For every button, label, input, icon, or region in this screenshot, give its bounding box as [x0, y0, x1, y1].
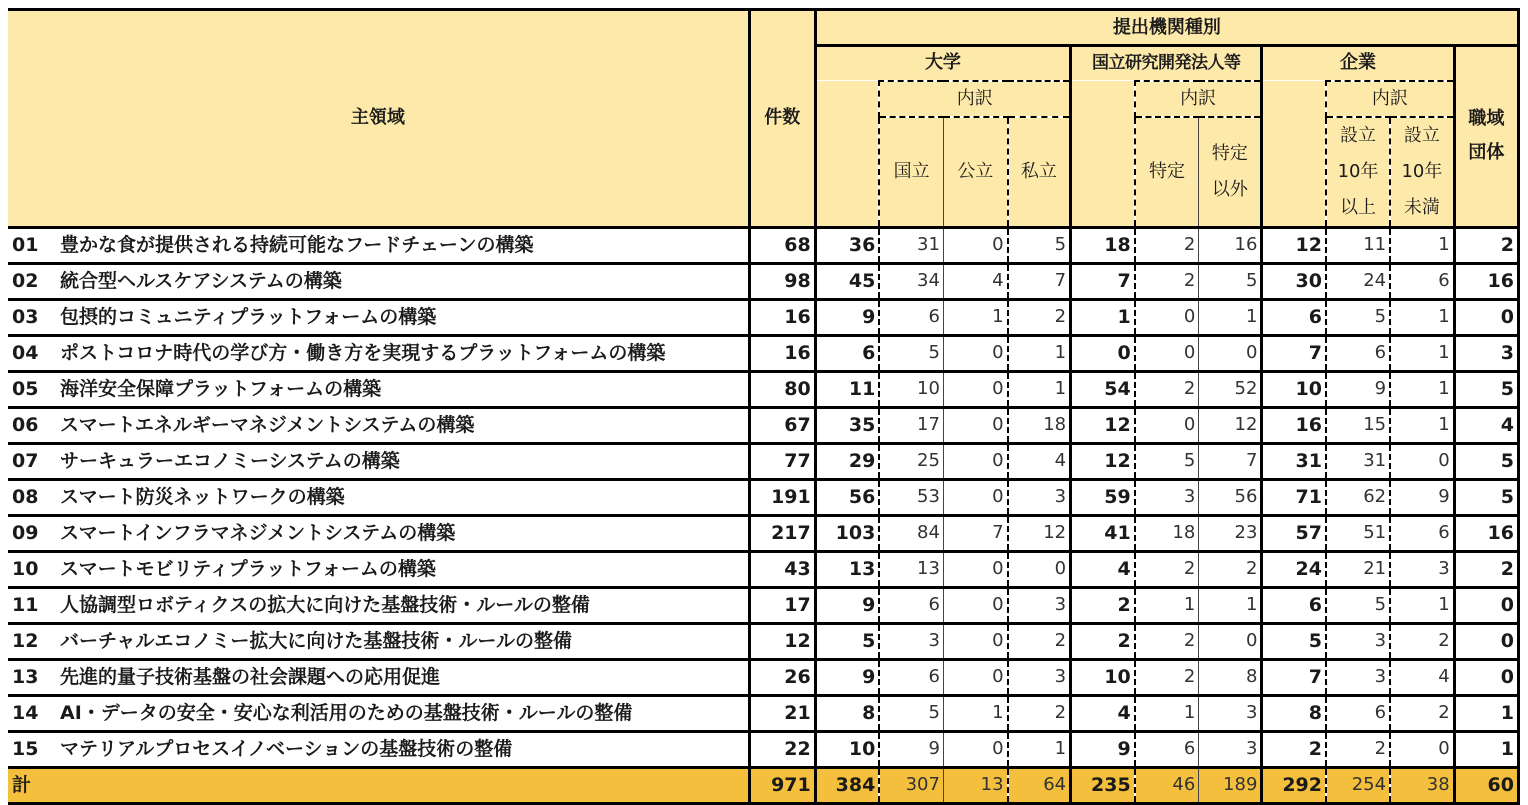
- total-cell-company[interactable]: 292: [1262, 767, 1326, 803]
- cell-univ-private[interactable]: 18: [1008, 407, 1071, 443]
- cell-univ-private[interactable]: 3: [1008, 659, 1071, 695]
- submission-table: [8, 8, 1520, 805]
- total-cell-rd-other[interactable]: 189: [1199, 767, 1262, 803]
- cell-rd-specified[interactable]: 2: [1135, 263, 1199, 299]
- domain-title: スマート防災ネットワークの構築: [60, 485, 345, 508]
- header-university-total: [815, 81, 879, 228]
- cell-national-rd[interactable]: 4: [1071, 695, 1135, 731]
- cell-univ-private[interactable]: 2: [1008, 623, 1071, 659]
- total-cell-univ-private[interactable]: 64: [1008, 767, 1071, 803]
- cell-comp-under10[interactable]: 0: [1390, 731, 1454, 767]
- cell-professional-org[interactable]: 0: [1454, 299, 1518, 335]
- cell-univ-public[interactable]: 0: [943, 659, 1007, 695]
- cell-univ-public[interactable]: 4: [943, 263, 1007, 299]
- cell-professional-org[interactable]: 1: [1454, 695, 1518, 731]
- cell-rd-specified[interactable]: 0: [1135, 407, 1199, 443]
- cell-company[interactable]: 24: [1262, 551, 1326, 587]
- domain-title: スマートエネルギーマネジメントシステムの構築: [60, 413, 475, 436]
- header-public: 公立: [943, 117, 1007, 228]
- cell-domain-name[interactable]: [8, 263, 749, 299]
- domain-title: サーキュラーエコノミーシステムの構築: [60, 449, 400, 472]
- cell-comp-10plus[interactable]: 62: [1326, 479, 1390, 515]
- cell-university[interactable]: 9: [815, 299, 879, 335]
- cell-comp-10plus[interactable]: 5: [1326, 587, 1390, 623]
- table-row: [8, 551, 1519, 587]
- cell-comp-under10[interactable]: 1: [1390, 371, 1454, 407]
- cell-company[interactable]: 7: [1262, 659, 1326, 695]
- domain-number: 14: [12, 701, 39, 724]
- header-rd-total: [1071, 81, 1135, 228]
- cell-university[interactable]: 35: [815, 407, 879, 443]
- header-company-total: [1262, 81, 1326, 228]
- cell-domain-name[interactable]: [8, 731, 749, 767]
- domain-title: ポストコロナ時代の学び方・働き方を実現するプラットフォームの構築: [60, 341, 666, 364]
- table-row: [8, 263, 1519, 299]
- cell-domain-name[interactable]: [8, 695, 749, 731]
- cell-univ-private[interactable]: 3: [1008, 587, 1071, 623]
- table-row: [8, 623, 1519, 659]
- cell-university[interactable]: 56: [815, 479, 879, 515]
- cell-comp-under10[interactable]: 0: [1390, 443, 1454, 479]
- domain-title: マテリアルプロセスイノベーションの基盤技術の整備: [60, 737, 513, 760]
- total-cell-count[interactable]: 971: [749, 767, 815, 803]
- table-row: [8, 515, 1519, 551]
- cell-rd-other[interactable]: 0: [1199, 335, 1262, 371]
- cell-univ-national[interactable]: 6: [879, 299, 943, 335]
- cell-univ-public[interactable]: 0: [943, 587, 1007, 623]
- cell-comp-under10[interactable]: 1: [1390, 407, 1454, 443]
- cell-domain-name[interactable]: [8, 443, 749, 479]
- cell-univ-national[interactable]: 17: [879, 407, 943, 443]
- domain-number: 05: [12, 377, 39, 400]
- cell-comp-10plus[interactable]: 15: [1326, 407, 1390, 443]
- table-row: [8, 335, 1519, 371]
- cell-national-rd[interactable]: 9: [1071, 731, 1135, 767]
- cell-rd-other[interactable]: 3: [1199, 695, 1262, 731]
- header-university-breakdown: 内訳: [879, 81, 1070, 117]
- cell-comp-10plus[interactable]: 21: [1326, 551, 1390, 587]
- total-cell-rd-specified[interactable]: 46: [1135, 767, 1199, 803]
- cell-domain-name[interactable]: [8, 659, 749, 695]
- header-national-rd: 国立研究開発法人等: [1071, 46, 1262, 81]
- cell-count[interactable]: 16: [749, 335, 815, 371]
- domain-title: バーチャルエコノミー拡大に向けた基盤技術・ルールの整備: [60, 629, 573, 652]
- header-submission-type: 提出機関種別: [815, 10, 1518, 46]
- table-row: [8, 587, 1519, 623]
- cell-university[interactable]: 5: [815, 623, 879, 659]
- cell-univ-private[interactable]: 2: [1008, 299, 1071, 335]
- table-row: [8, 695, 1519, 731]
- domain-number: 10: [12, 557, 39, 580]
- domain-title: スマートインフラマネジメントシステムの構築: [60, 521, 456, 544]
- cell-comp-under10[interactable]: 2: [1390, 695, 1454, 731]
- cell-company[interactable]: 71: [1262, 479, 1326, 515]
- domain-title: 人協調型ロボティクスの拡大に向けた基盤技術・ルールの整備: [60, 593, 590, 616]
- cell-professional-org[interactable]: 4: [1454, 407, 1518, 443]
- cell-rd-other[interactable]: 52: [1199, 371, 1262, 407]
- cell-univ-private[interactable]: 12: [1008, 515, 1071, 551]
- cell-domain-name[interactable]: [8, 407, 749, 443]
- cell-domain-name[interactable]: [8, 623, 749, 659]
- cell-univ-national[interactable]: 6: [879, 587, 943, 623]
- total-cell-national-rd[interactable]: 235: [1071, 767, 1135, 803]
- cell-univ-private[interactable]: 7: [1008, 263, 1071, 299]
- cell-univ-private[interactable]: 3: [1008, 479, 1071, 515]
- table-row: [8, 731, 1519, 767]
- domain-number: 12: [12, 629, 39, 652]
- cell-company[interactable]: 16: [1262, 407, 1326, 443]
- cell-count[interactable]: 80: [749, 371, 815, 407]
- cell-comp-10plus[interactable]: 5: [1326, 299, 1390, 335]
- cell-univ-public[interactable]: 1: [943, 695, 1007, 731]
- cell-rd-specified[interactable]: 2: [1135, 551, 1199, 587]
- cell-rd-specified[interactable]: 6: [1135, 731, 1199, 767]
- cell-company[interactable]: 57: [1262, 515, 1326, 551]
- cell-univ-national[interactable]: 13: [879, 551, 943, 587]
- cell-rd-specified[interactable]: 18: [1135, 515, 1199, 551]
- cell-national-rd[interactable]: 7: [1071, 263, 1135, 299]
- cell-rd-other[interactable]: 12: [1199, 407, 1262, 443]
- cell-count[interactable]: 217: [749, 515, 815, 551]
- cell-domain-name[interactable]: [8, 335, 749, 371]
- cell-company[interactable]: 5: [1262, 623, 1326, 659]
- cell-comp-under10[interactable]: 6: [1390, 515, 1454, 551]
- header-main-domain: 主領域: [8, 10, 749, 228]
- cell-rd-specified[interactable]: 3: [1135, 479, 1199, 515]
- cell-professional-org[interactable]: 1: [1454, 731, 1518, 767]
- cell-comp-10plus[interactable]: 51: [1326, 515, 1390, 551]
- cell-rd-specified[interactable]: 5: [1135, 443, 1199, 479]
- cell-comp-10plus[interactable]: 9: [1326, 371, 1390, 407]
- cell-univ-national[interactable]: 10: [879, 371, 943, 407]
- header-company: 企業: [1262, 46, 1454, 81]
- cell-univ-private[interactable]: 0: [1008, 551, 1071, 587]
- header-est-under-10: 設立 10年 未満: [1390, 117, 1454, 228]
- cell-rd-other[interactable]: 16: [1199, 227, 1262, 263]
- cell-university[interactable]: 29: [815, 443, 879, 479]
- cell-national-rd[interactable]: 12: [1071, 443, 1135, 479]
- cell-domain-name[interactable]: [8, 587, 749, 623]
- cell-univ-national[interactable]: 9: [879, 731, 943, 767]
- cell-professional-org[interactable]: 5: [1454, 371, 1518, 407]
- header-company-breakdown: 内訳: [1326, 81, 1454, 117]
- cell-univ-private[interactable]: 4: [1008, 443, 1071, 479]
- domain-number: 11: [12, 593, 39, 616]
- cell-comp-10plus[interactable]: 6: [1326, 695, 1390, 731]
- cell-comp-under10[interactable]: 2: [1390, 623, 1454, 659]
- cell-national-rd[interactable]: 2: [1071, 587, 1135, 623]
- cell-company[interactable]: 7: [1262, 335, 1326, 371]
- cell-univ-public[interactable]: 0: [943, 479, 1007, 515]
- cell-univ-national[interactable]: 3: [879, 623, 943, 659]
- cell-count[interactable]: 12: [749, 623, 815, 659]
- cell-rd-other[interactable]: 2: [1199, 551, 1262, 587]
- cell-univ-public[interactable]: 0: [943, 443, 1007, 479]
- cell-national-rd[interactable]: 10: [1071, 659, 1135, 695]
- header-est-10-plus: 設立 10年 以上: [1326, 117, 1390, 228]
- cell-university[interactable]: 36: [815, 227, 879, 263]
- cell-national-rd[interactable]: 12: [1071, 407, 1135, 443]
- table-row: [8, 659, 1519, 695]
- cell-comp-10plus[interactable]: 24: [1326, 263, 1390, 299]
- cell-rd-other[interactable]: 8: [1199, 659, 1262, 695]
- cell-company[interactable]: 31: [1262, 443, 1326, 479]
- cell-univ-national[interactable]: 84: [879, 515, 943, 551]
- domain-title: 包摂的コミュニティプラットフォームの構築: [60, 305, 437, 328]
- domain-number: 07: [12, 449, 39, 472]
- cell-count[interactable]: 21: [749, 695, 815, 731]
- cell-rd-specified[interactable]: 1: [1135, 587, 1199, 623]
- cell-rd-other[interactable]: 1: [1199, 587, 1262, 623]
- cell-univ-national[interactable]: 5: [879, 335, 943, 371]
- cell-university[interactable]: 9: [815, 659, 879, 695]
- cell-rd-other[interactable]: 5: [1199, 263, 1262, 299]
- cell-rd-other[interactable]: 0: [1199, 623, 1262, 659]
- cell-count[interactable]: 191: [749, 479, 815, 515]
- cell-rd-specified[interactable]: 0: [1135, 299, 1199, 335]
- table-row: [8, 299, 1519, 335]
- cell-national-rd[interactable]: 0: [1071, 335, 1135, 371]
- cell-rd-other[interactable]: 1: [1199, 299, 1262, 335]
- cell-university[interactable]: 45: [815, 263, 879, 299]
- cell-univ-public[interactable]: 7: [943, 515, 1007, 551]
- cell-university[interactable]: 10: [815, 731, 879, 767]
- header-count: 件数: [749, 10, 815, 228]
- cell-company[interactable]: 6: [1262, 587, 1326, 623]
- cell-professional-org[interactable]: 0: [1454, 587, 1518, 623]
- total-cell-comp-under10[interactable]: 38: [1390, 767, 1454, 803]
- cell-rd-specified[interactable]: 1: [1135, 695, 1199, 731]
- cell-company[interactable]: 8: [1262, 695, 1326, 731]
- total-cell-univ-national[interactable]: 307: [879, 767, 943, 803]
- domain-title: 海洋安全保障プラットフォームの構築: [60, 377, 382, 400]
- domain-number: 08: [12, 485, 39, 508]
- domain-title: 統合型ヘルスケアシステムの構築: [60, 269, 342, 292]
- cell-univ-private[interactable]: 1: [1008, 731, 1071, 767]
- cell-professional-org[interactable]: 5: [1454, 479, 1518, 515]
- cell-comp-10plus[interactable]: 6: [1326, 335, 1390, 371]
- cell-university[interactable]: 8: [815, 695, 879, 731]
- cell-rd-specified[interactable]: 2: [1135, 227, 1199, 263]
- cell-domain-name[interactable]: [8, 371, 749, 407]
- cell-domain-name[interactable]: [8, 551, 749, 587]
- header-specified: 特定: [1135, 117, 1199, 228]
- cell-count[interactable]: 26: [749, 659, 815, 695]
- cell-national-rd[interactable]: 1: [1071, 299, 1135, 335]
- cell-company[interactable]: 6: [1262, 299, 1326, 335]
- cell-univ-public[interactable]: 0: [943, 551, 1007, 587]
- cell-univ-national[interactable]: 53: [879, 479, 943, 515]
- cell-rd-specified[interactable]: 2: [1135, 371, 1199, 407]
- cell-rd-other[interactable]: 56: [1199, 479, 1262, 515]
- cell-comp-under10[interactable]: 3: [1390, 551, 1454, 587]
- cell-domain-name[interactable]: [8, 227, 749, 263]
- cell-company[interactable]: 2: [1262, 731, 1326, 767]
- cell-comp-under10[interactable]: 1: [1390, 299, 1454, 335]
- cell-professional-org[interactable]: 16: [1454, 515, 1518, 551]
- cell-national-rd[interactable]: 18: [1071, 227, 1135, 263]
- header-rd-breakdown: 内訳: [1135, 81, 1262, 117]
- cell-univ-public[interactable]: 0: [943, 227, 1007, 263]
- domain-number: 15: [12, 737, 39, 760]
- cell-univ-public[interactable]: 0: [943, 371, 1007, 407]
- cell-univ-private[interactable]: 1: [1008, 335, 1071, 371]
- cell-comp-under10[interactable]: 4: [1390, 659, 1454, 695]
- table-row: [8, 479, 1519, 515]
- cell-professional-org[interactable]: 16: [1454, 263, 1518, 299]
- cell-univ-national[interactable]: 6: [879, 659, 943, 695]
- cell-univ-national[interactable]: 25: [879, 443, 943, 479]
- cell-count[interactable]: 17: [749, 587, 815, 623]
- cell-professional-org[interactable]: 5: [1454, 443, 1518, 479]
- cell-comp-under10[interactable]: 1: [1390, 335, 1454, 371]
- cell-national-rd[interactable]: 41: [1071, 515, 1135, 551]
- cell-rd-specified[interactable]: 2: [1135, 623, 1199, 659]
- domain-title: スマートモビリティプラットフォームの構築: [60, 557, 436, 580]
- cell-rd-specified[interactable]: 2: [1135, 659, 1199, 695]
- cell-count[interactable]: 67: [749, 407, 815, 443]
- total-row: [8, 767, 1519, 803]
- cell-professional-org[interactable]: 3: [1454, 335, 1518, 371]
- cell-domain-name[interactable]: [8, 479, 749, 515]
- cell-professional-org[interactable]: 2: [1454, 227, 1518, 263]
- total-cell-comp-10plus[interactable]: 254: [1326, 767, 1390, 803]
- cell-univ-public[interactable]: 0: [943, 623, 1007, 659]
- cell-national-rd[interactable]: 54: [1071, 371, 1135, 407]
- header-professional-org: 職域 団体: [1454, 46, 1518, 228]
- header-university: 大学: [815, 46, 1070, 81]
- cell-university[interactable]: 9: [815, 587, 879, 623]
- domain-title: 豊かな食が提供される持続可能なフードチェーンの構築: [60, 233, 534, 256]
- header-other-than-specified: 特定 以外: [1199, 117, 1262, 228]
- cell-univ-public[interactable]: 0: [943, 407, 1007, 443]
- cell-univ-national[interactable]: 5: [879, 695, 943, 731]
- cell-professional-org[interactable]: 2: [1454, 551, 1518, 587]
- cell-univ-private[interactable]: 5: [1008, 227, 1071, 263]
- total-label[interactable]: 計: [8, 767, 749, 803]
- cell-professional-org[interactable]: 0: [1454, 659, 1518, 695]
- cell-comp-10plus[interactable]: 3: [1326, 623, 1390, 659]
- cell-comp-under10[interactable]: 1: [1390, 227, 1454, 263]
- header-national: 国立: [879, 117, 943, 228]
- table-body: [8, 227, 1519, 803]
- cell-domain-name[interactable]: [8, 515, 749, 551]
- cell-rd-other[interactable]: 23: [1199, 515, 1262, 551]
- cell-univ-private[interactable]: 1: [1008, 371, 1071, 407]
- header-private: 私立: [1008, 117, 1071, 228]
- cell-count[interactable]: 68: [749, 227, 815, 263]
- cell-count[interactable]: 16: [749, 299, 815, 335]
- cell-count[interactable]: 98: [749, 263, 815, 299]
- cell-univ-national[interactable]: 31: [879, 227, 943, 263]
- table-row: [8, 443, 1519, 479]
- cell-univ-public[interactable]: 0: [943, 731, 1007, 767]
- cell-university[interactable]: 103: [815, 515, 879, 551]
- cell-company[interactable]: 30: [1262, 263, 1326, 299]
- cell-univ-public[interactable]: 1: [943, 299, 1007, 335]
- cell-count[interactable]: 22: [749, 731, 815, 767]
- cell-count[interactable]: 43: [749, 551, 815, 587]
- table-row: [8, 227, 1519, 263]
- cell-count[interactable]: 77: [749, 443, 815, 479]
- table-row: [8, 371, 1519, 407]
- cell-rd-specified[interactable]: 0: [1135, 335, 1199, 371]
- domain-number: 04: [12, 341, 39, 364]
- cell-comp-under10[interactable]: 6: [1390, 263, 1454, 299]
- cell-univ-national[interactable]: 34: [879, 263, 943, 299]
- domain-title: AI・データの安全・安心な利活用のための基盤技術・ルールの整備: [60, 701, 633, 724]
- cell-comp-10plus[interactable]: 2: [1326, 731, 1390, 767]
- cell-comp-10plus[interactable]: 3: [1326, 659, 1390, 695]
- cell-comp-10plus[interactable]: 11: [1326, 227, 1390, 263]
- cell-comp-10plus[interactable]: 31: [1326, 443, 1390, 479]
- total-cell-university[interactable]: 384: [815, 767, 879, 803]
- cell-rd-other[interactable]: 3: [1199, 731, 1262, 767]
- cell-company[interactable]: 12: [1262, 227, 1326, 263]
- cell-national-rd[interactable]: 2: [1071, 623, 1135, 659]
- total-cell-univ-public[interactable]: 13: [943, 767, 1007, 803]
- cell-national-rd[interactable]: 4: [1071, 551, 1135, 587]
- domain-number: 02: [12, 269, 39, 292]
- cell-professional-org[interactable]: 0: [1454, 623, 1518, 659]
- domain-number: 06: [12, 413, 39, 436]
- domain-number: 03: [12, 305, 39, 328]
- table-row: [8, 407, 1519, 443]
- cell-university[interactable]: 13: [815, 551, 879, 587]
- cell-comp-under10[interactable]: 1: [1390, 587, 1454, 623]
- domain-title: 先進的量子技術基盤の社会課題への応用促進: [60, 665, 441, 688]
- cell-university[interactable]: 6: [815, 335, 879, 371]
- domain-number: 13: [12, 665, 39, 688]
- cell-national-rd[interactable]: 59: [1071, 479, 1135, 515]
- cell-comp-under10[interactable]: 9: [1390, 479, 1454, 515]
- spreadsheet: [8, 8, 1520, 805]
- domain-number: 09: [12, 521, 39, 544]
- cell-univ-private[interactable]: 2: [1008, 695, 1071, 731]
- cell-rd-other[interactable]: 7: [1199, 443, 1262, 479]
- cell-university[interactable]: 11: [815, 371, 879, 407]
- cell-company[interactable]: 10: [1262, 371, 1326, 407]
- cell-domain-name[interactable]: [8, 299, 749, 335]
- total-cell-professional-org[interactable]: 60: [1454, 767, 1518, 803]
- cell-univ-public[interactable]: 0: [943, 335, 1007, 371]
- domain-number: 01: [12, 233, 39, 256]
